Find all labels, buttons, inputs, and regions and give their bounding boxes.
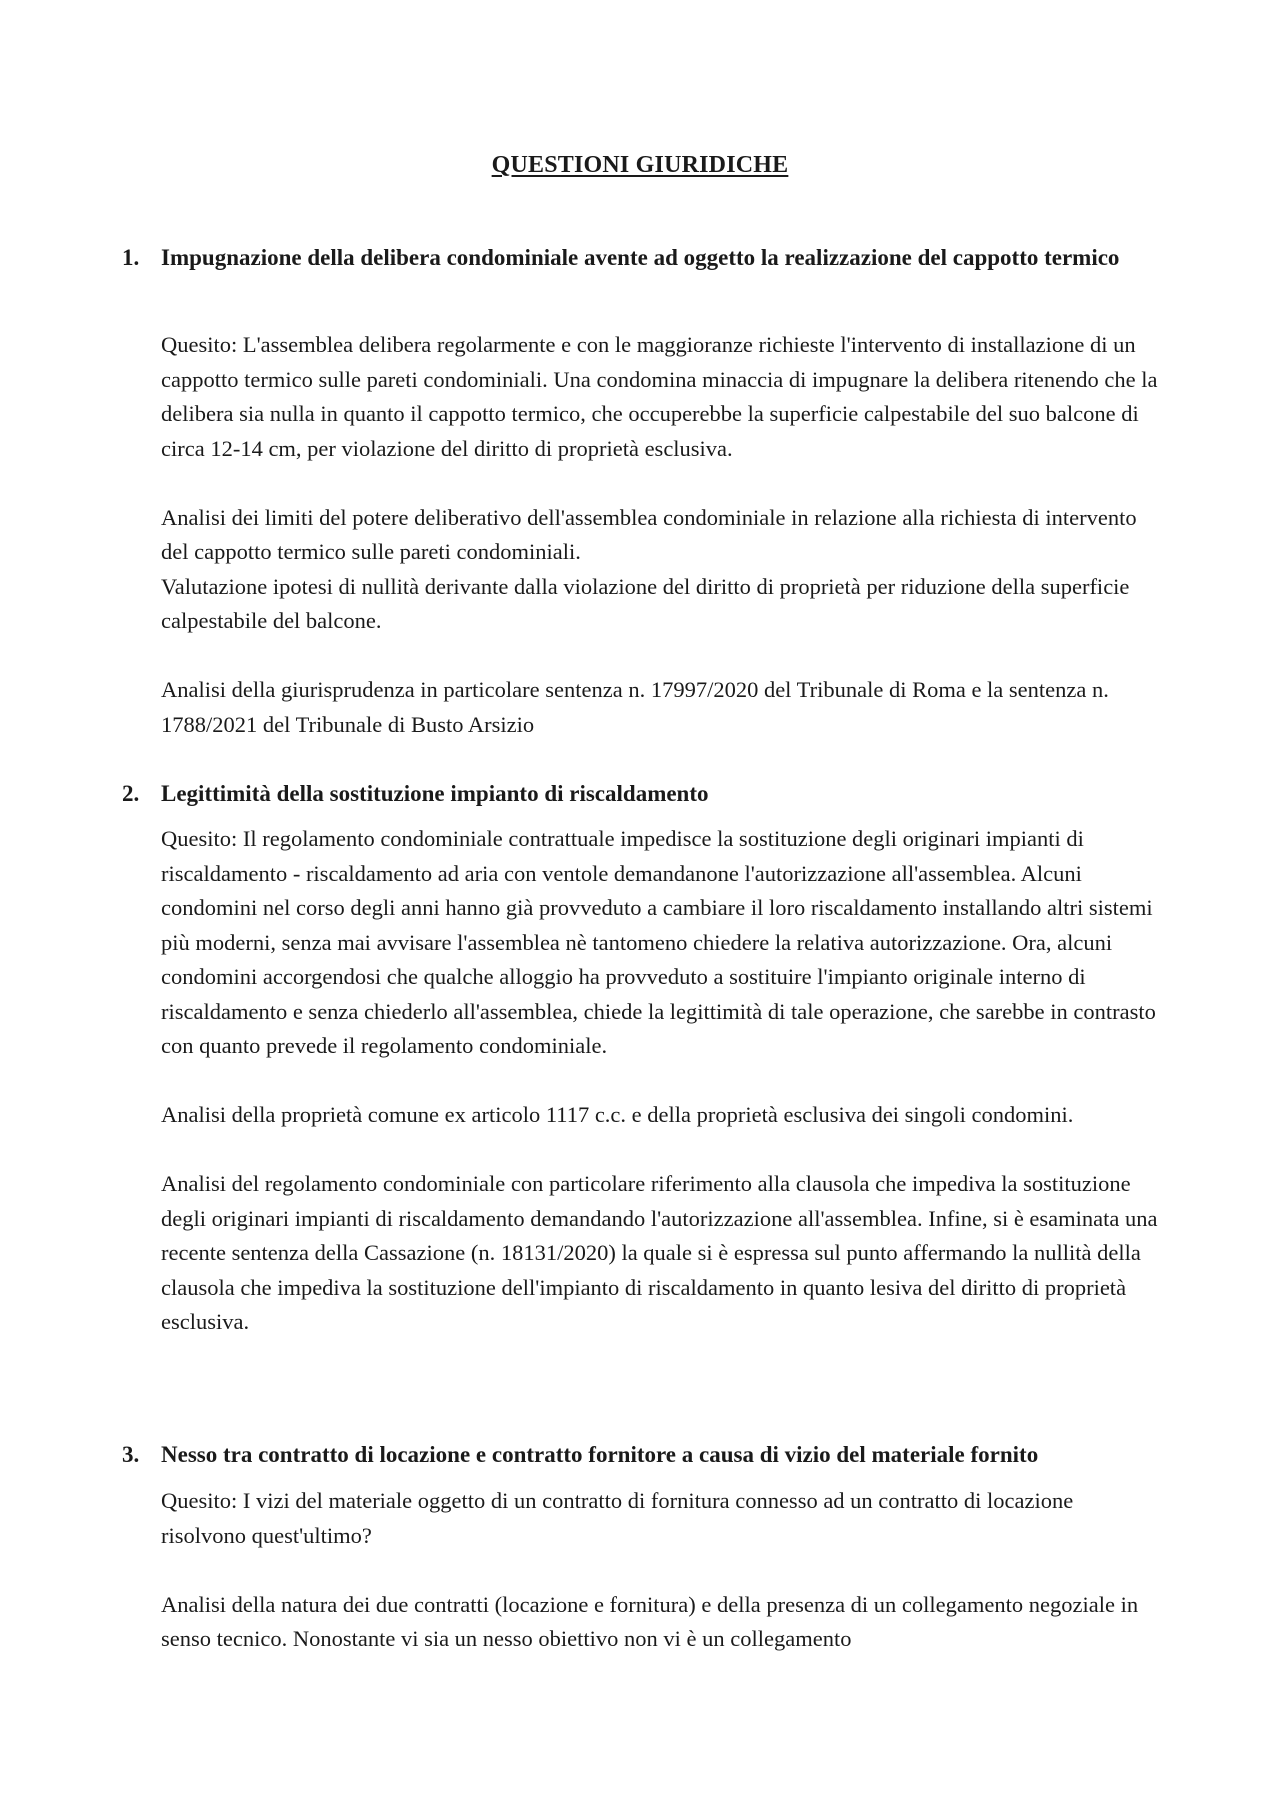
- section-3-body: [161, 1484, 1161, 1657]
- section-number: 3.: [122, 1442, 140, 1467]
- section-number: 1.: [122, 245, 140, 270]
- document-title: QUESTIONI GIURIDICHE: [491, 152, 789, 178]
- section-1-heading: [122, 236, 1167, 280]
- section-2-heading: [122, 772, 1167, 816]
- paragraph: Quesito: L'assemblea delibera regolarmente e con le maggioranze richieste l'intervento di installazione di un cappotto termico sulle pareti condominiali. Una condomina minaccia di impugnare la delibera ritenendo che la delibera sia nulla in quanto il cappotto termico, che occuperebbe la superficie calpestabile del suo balcone di circa 12-14 cm, per violazione del diritto di proprietà esclusiva.: [161, 332, 1158, 461]
- paragraph: Analisi del regolamento condominiale con particolare riferimento alla clausola che impediva la sostituzione degli originari impianti di riscaldamento demandando l'autorizzazione all'assemblea. Infine, si è esaminata una recente sentenza della Cassazione (n. 18131/2020) la quale si è espressa sul punto affermando la nullità della clausola che impediva la sostituzione dell'impianto di riscaldamento in quanto lesiva del diritto di proprietà esclusiva.: [161, 1171, 1158, 1334]
- paragraph: Analisi dei limiti del potere deliberativo dell'assemblea condominiale in relazione alla richiesta di intervento del cappotto termico sulle pareti condominiali.: [161, 504, 1137, 564]
- section-3-heading: [122, 1433, 1167, 1477]
- section-1-body: [161, 328, 1161, 742]
- paragraph: Analisi della natura dei due contratti (locazione e fornitura) e della presenza di un collegamento negoziale in senso tecnico. Nonostante vi sia un nesso obiettivo non vi è un collegamento: [161, 1591, 1139, 1651]
- section-number: 2.: [122, 781, 140, 806]
- section-title: Legittimità della sostituzione impianto di riscaldamento: [161, 781, 709, 806]
- paragraph: Valutazione ipotesi di nullità derivante dalla violazione del diritto di proprietà per riduzione della superficie calpestabile del balcone.: [161, 573, 1130, 633]
- paragraph: Analisi della giurisprudenza in particolare sentenza n. 17997/2020 del Tribunale di Roma e la sentenza n. 1788/2021 del Tribunale di Busto Arsizio: [161, 677, 1109, 737]
- section-title: Impugnazione della delibera condominiale avente ad oggetto la realizzazione del cappotto termico: [161, 245, 1120, 270]
- paragraph: Quesito: I vizi del materiale oggetto di un contratto di fornitura connesso ad un contratto di locazione risolvono quest'ultimo?: [161, 1488, 1074, 1548]
- paragraph: Analisi della proprietà comune ex articolo 1117 c.c. e della proprietà esclusiva dei singoli condomini.: [161, 1102, 1074, 1127]
- paragraph: Quesito: Il regolamento condominiale contrattuale impedisce la sostituzione degli originari impianti di riscaldamento - riscaldamento ad aria con ventole demandanone l'autorizzazione all'assemblea. Alcuni condomini nel corso degli anni hanno già provveduto a cambiare il loro riscaldamento installando altri sistemi più moderni, senza mai avvisare l'assemblea nè tantomeno chiedere la relativa autorizzazione. Ora, alcuni condomini accorgendosi che qualche alloggio ha provveduto a sostituire l'impianto originale interno di riscaldamento e senza chiederlo all'assemblea, chiede la legittimità di tale operazione, che sarebbe in contrasto con quanto prevede il regolamento condominiale.: [161, 826, 1156, 1058]
- section-title: Nesso tra contratto di locazione e contratto fornitore a causa di vizio del materiale fornito: [161, 1442, 1039, 1467]
- section-2-body: [161, 822, 1161, 1340]
